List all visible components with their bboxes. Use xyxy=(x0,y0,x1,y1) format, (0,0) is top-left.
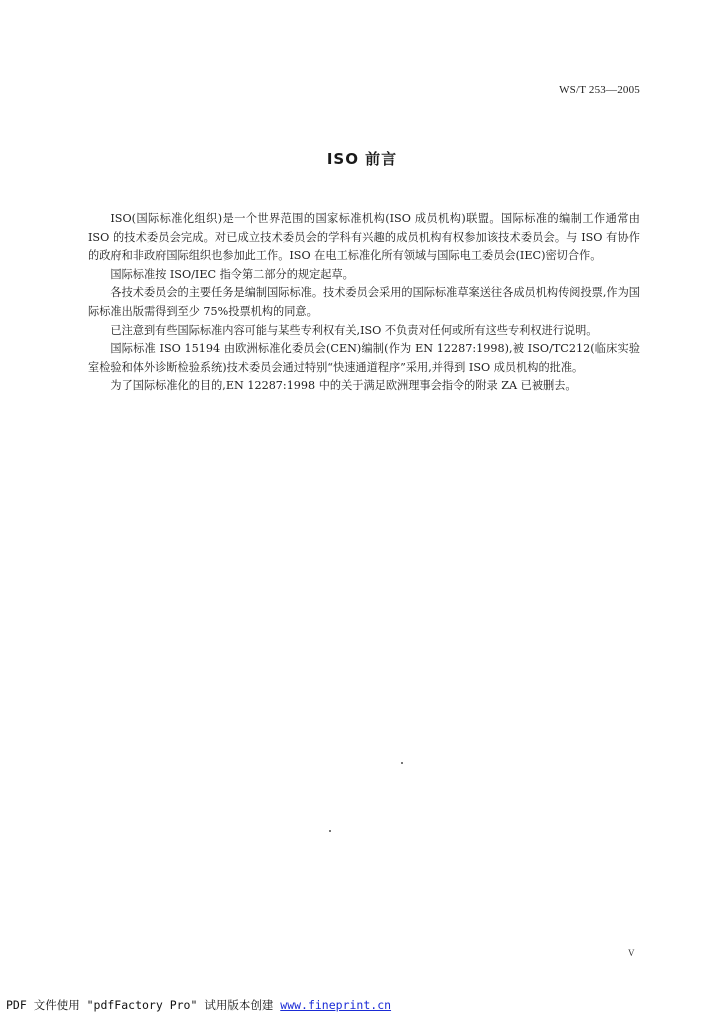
scan-speck xyxy=(401,762,403,764)
paragraph: 为了国际标准化的目的,EN 12287:1998 中的关于满足欧洲理事会指令的附录 ZA 已被删去。 xyxy=(110,379,577,393)
footer-text: PDF 文件使用 "pdfFactory Pro" 试用版本创建 xyxy=(6,998,274,1012)
pdf-footer xyxy=(6,997,391,1013)
paragraph: 已注意到有些国际标准内容可能与某些专利权有关,ISO 不负责对任何或所有这些专利权进行说明。 xyxy=(110,323,598,337)
paragraph: 国际标准按 ISO/IEC 指令第二部分的规定起草。 xyxy=(110,267,354,281)
foreword-body xyxy=(88,210,640,396)
paragraph: 各技术委员会的主要任务是编制国际标准。技术委员会采用的国际标准草案送往各成员机构传阅投票,作为国际标准出版需得到至少 75%投票机构的同意。 xyxy=(88,286,640,318)
paragraph: ISO(国际标准化组织)是一个世界范围的国家标准机构(ISO 成员机构)联盟。国际标准的编制工作通常由 ISO 的技术委员会完成。对已成立技术委员会的学科有兴趣的成员机构有权参加该技术委员会。与 ISO 有协作的政府和非政府国际组织也参加此工作。ISO 在电工标准化所有领域与国际电工委员会(IEC)密切合作。 xyxy=(88,212,640,263)
footer-link[interactable]: www.fineprint.cn xyxy=(280,998,392,1012)
standard-code: WS/T 253—2005 xyxy=(559,84,640,96)
scan-speck xyxy=(329,830,331,832)
page-number: V xyxy=(628,948,635,958)
paragraph: 国际标准 ISO 15194 由欧洲标准化委员会(CEN)编制(作为 EN 12287:1998),被 ISO/TC212(临床实验室检验和体外诊断检验系统)技术委员会通过特别“快速通道程序”采用,并得到 ISO 成员机构的批准。 xyxy=(88,342,640,374)
page-title: ISO 前言 xyxy=(326,150,398,168)
